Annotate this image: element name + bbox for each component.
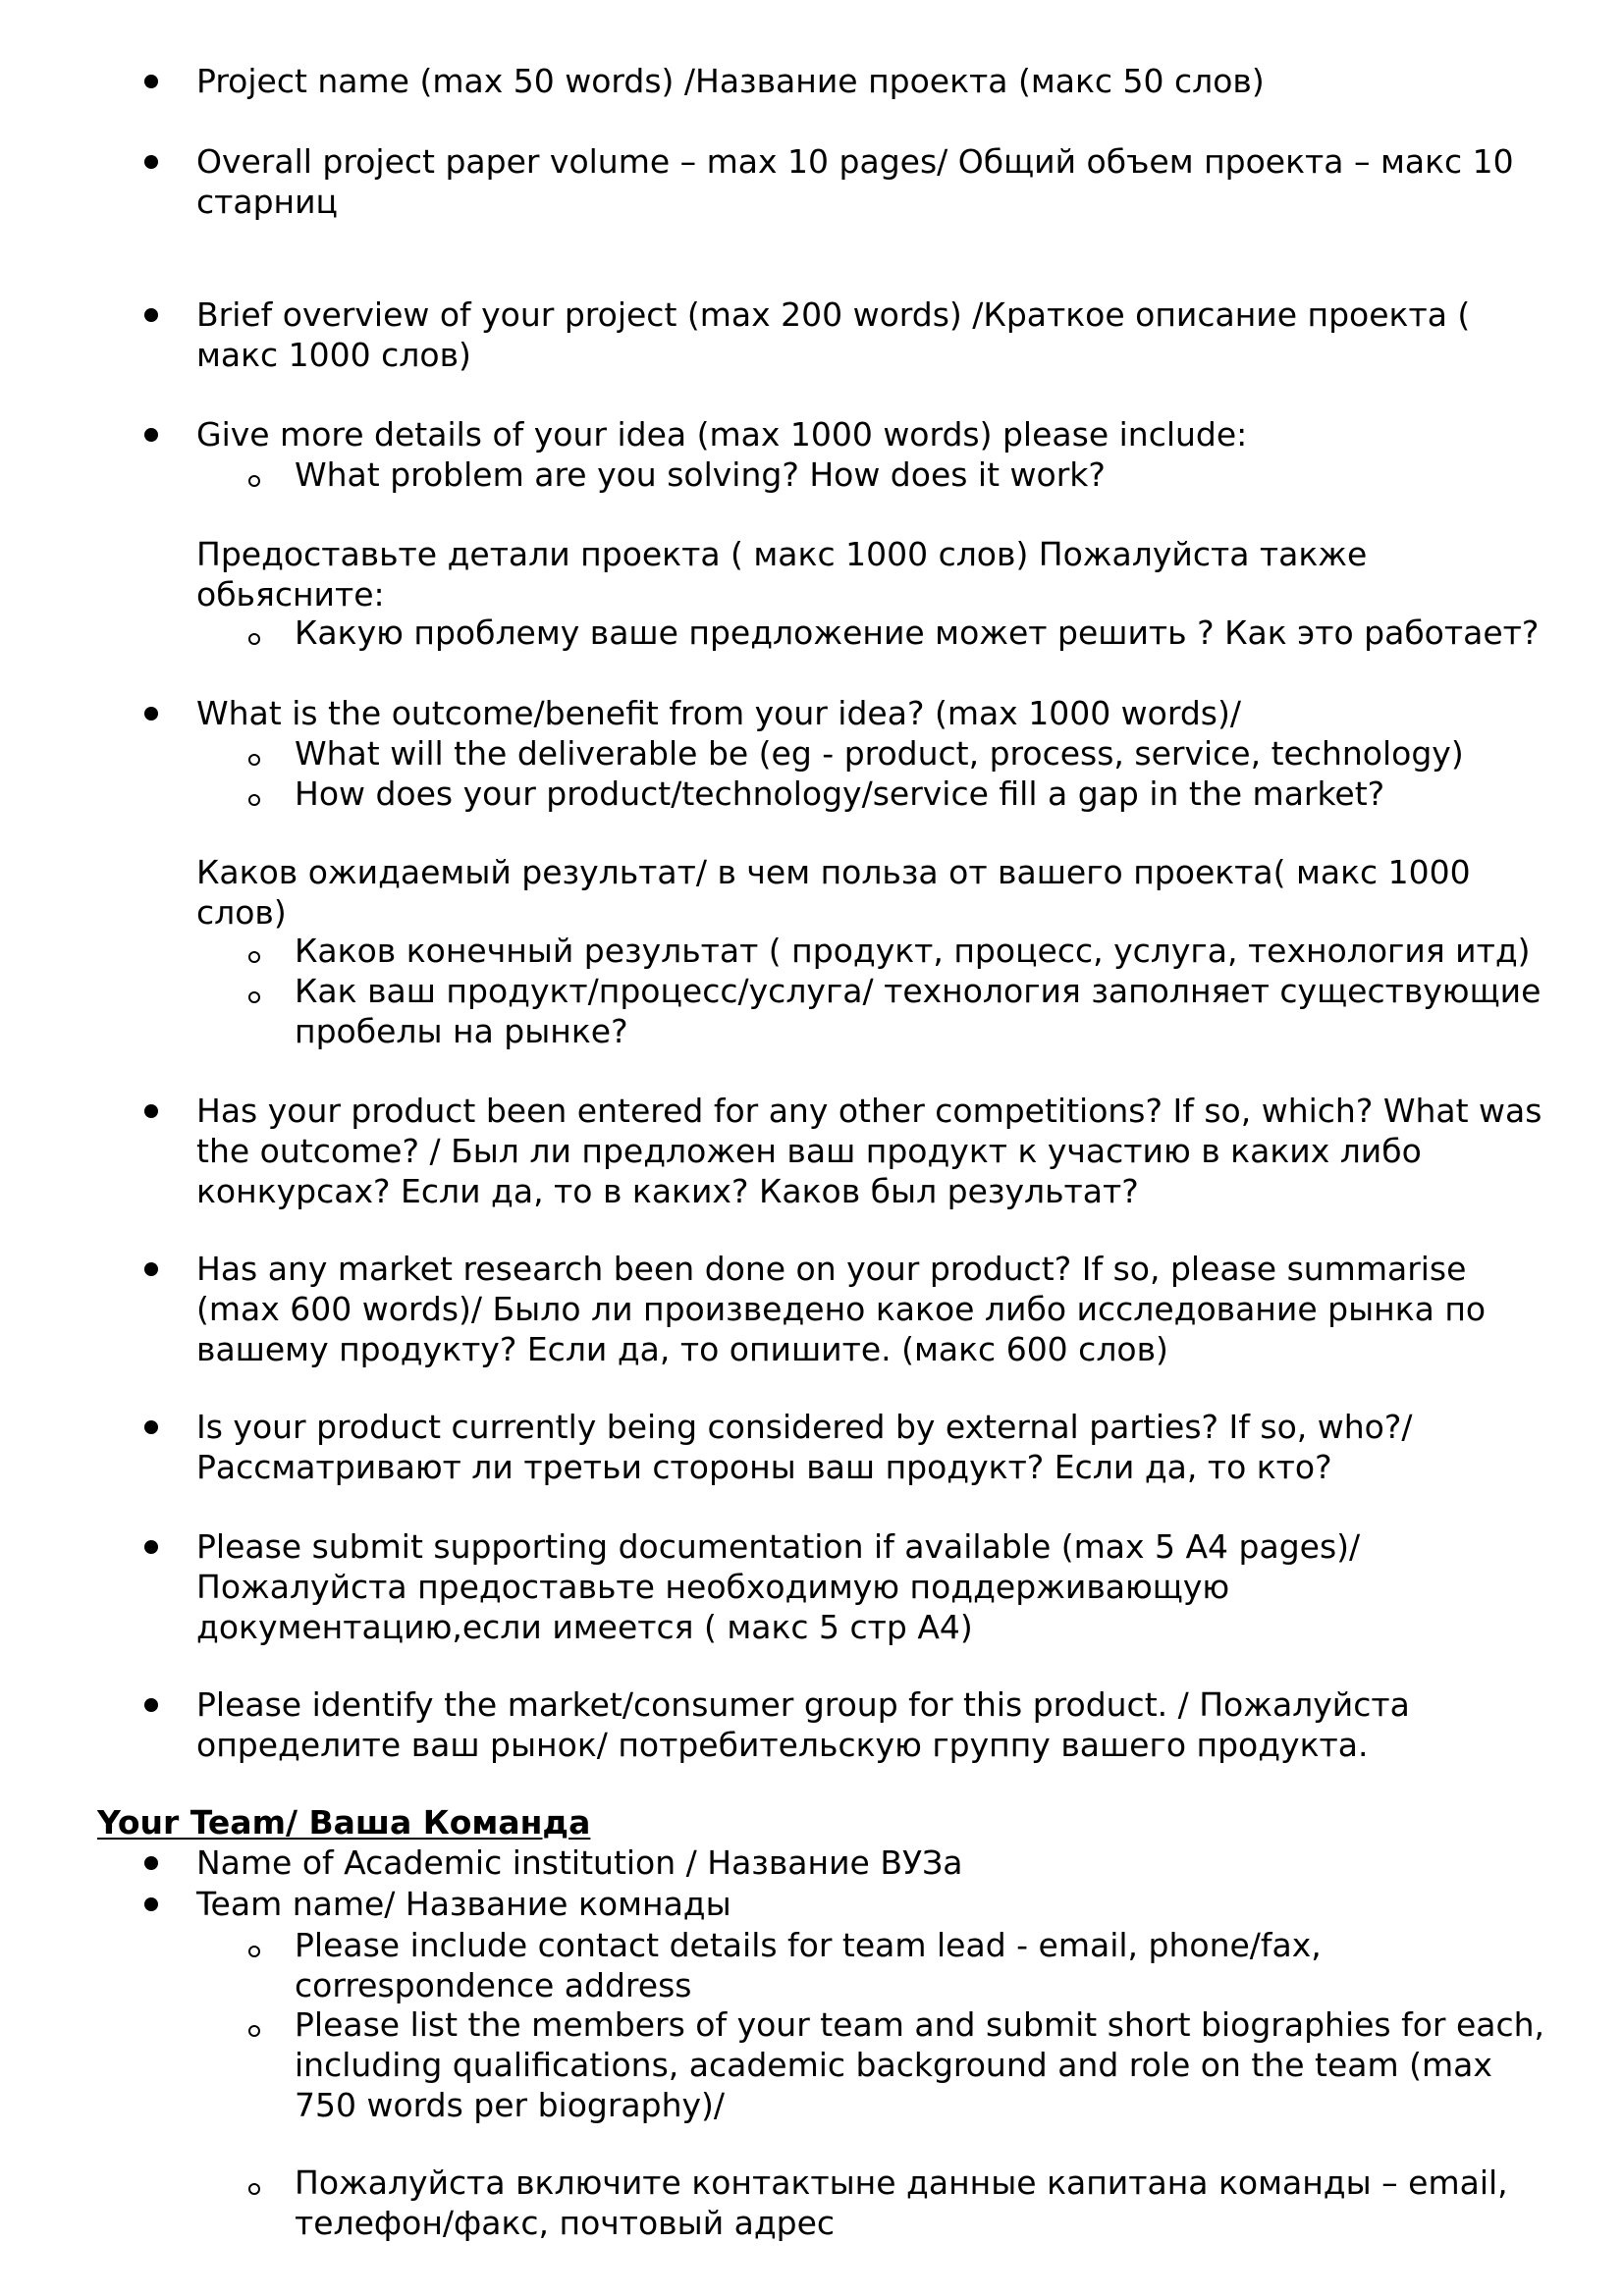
sub-item-continuation: correspondence address: [295, 1966, 692, 2004]
sub-item: Please include contact details for team lead - email, phone/fax,: [295, 1926, 1322, 1964]
text-line: документацию,если имеется ( макс 5 стр А4): [196, 1608, 973, 1646]
text-line: обьясните:: [196, 575, 385, 614]
bullet-icon: [144, 1420, 158, 1434]
text-line: Give more details of your idea (max 1000 words) please include:: [196, 415, 1248, 454]
team-item-team-name: Team name/ Название комнады: [196, 1885, 731, 1923]
text-line: Предоставьте детали проекта ( макс 1000 слов) Пожалуйста также: [196, 535, 1368, 573]
sub-item: Пожалуйста включите контактыне данные капитана команды – email,: [295, 2163, 1508, 2202]
circle-bullet-icon: [248, 951, 260, 963]
sub-item: Каков конечный результат ( продукт, процесс, услуга, технология итд): [295, 932, 1531, 970]
text-line: Каков ожидаемый результат/ в чем польза от вашего проекта( макс 1000: [196, 853, 1471, 891]
bullet-icon: [144, 428, 158, 442]
sub-item: How does your product/technology/service fill a gap in the market?: [295, 774, 1385, 813]
text-line: Overall project paper volume – max 10 pages/ Общий объем проекта – макс 10: [196, 142, 1514, 181]
text-line: вашему продукту? Если да, то опишите. (макс 600 слов): [196, 1330, 1168, 1368]
sub-item: Как ваш продукт/процесс/услуга/ технология заполняет существующие: [295, 972, 1542, 1010]
bullet-icon: [144, 1856, 158, 1870]
text-line: старниц: [196, 183, 339, 221]
bullet-icon: [144, 1698, 158, 1712]
sub-item-continuation: including qualifications, academic background and role on the team (max: [295, 2046, 1492, 2084]
sub-item-continuation: телефон/факс, почтовый адрес: [295, 2204, 836, 2242]
text-line: Is your product currently being considered by external parties? If so, who?/: [196, 1408, 1413, 1446]
text-line: Brief overview of your project (max 200 words) /Краткое описание проекта (: [196, 295, 1471, 334]
text-line: макс 1000 слов): [196, 336, 471, 374]
sub-item: Какую проблему ваше предложение может решить ? Как это работает?: [295, 614, 1540, 652]
circle-bullet-icon: [248, 633, 260, 645]
sub-item: What problem are you solving? How does it work?: [295, 455, 1106, 494]
sub-item: Please list the members of your team and submit short biographies for each,: [295, 2005, 1545, 2044]
bullet-icon: [144, 1104, 158, 1118]
text-line: (max 600 words)/ Было ли произведено какое либо исследование рынка по: [196, 1290, 1487, 1328]
sub-item-continuation: 750 words per biography)/: [295, 2086, 726, 2124]
sub-item: What will the deliverable be (eg - product, process, service, technology): [295, 734, 1464, 773]
circle-bullet-icon: [248, 475, 260, 487]
text-line: the outcome? / Был ли предложен ваш продукт к участию в каких либо: [196, 1132, 1422, 1170]
team-item-academic-institution: Name of Academic institution / Название ВУЗа: [196, 1843, 963, 1882]
text-line: Пожалуйста предоставьте необходимую поддерживающую: [196, 1568, 1230, 1606]
text-line: определите ваш рынок/ потребительскую группу вашего продукта.: [196, 1726, 1369, 1764]
sub-item-continuation: пробелы на рынке?: [295, 1012, 628, 1050]
circle-bullet-icon: [248, 794, 260, 806]
bullet-icon: [144, 1897, 158, 1911]
circle-bullet-icon: [248, 2025, 260, 2037]
text-line: конкурсах? Если да, то в каких? Каков был результат?: [196, 1172, 1139, 1210]
text-line: What is the outcome/benefit from your idea? (max 1000 words)/: [196, 694, 1241, 732]
bullet-icon: [144, 308, 158, 322]
bullet-icon: [144, 1540, 158, 1554]
text-line: Has your product been entered for any other competitions? If so, which? What was: [196, 1092, 1542, 1130]
text-line: Рассматривают ли третьи стороны ваш продукт? Если да, то кто?: [196, 1448, 1332, 1486]
text-line: Please identify the market/consumer group for this product. / Пожалуйста: [196, 1685, 1410, 1724]
circle-bullet-icon: [248, 754, 260, 766]
circle-bullet-icon: [248, 2183, 260, 2195]
text-line: Project name (max 50 words) /Название проекта (макс 50 слов): [196, 62, 1265, 100]
text-line: Has any market research been done on your product? If so, please summarise: [196, 1250, 1467, 1288]
bullet-icon: [144, 75, 158, 88]
circle-bullet-icon: [248, 991, 260, 1003]
bullet-icon: [144, 155, 158, 169]
text-line: Please submit supporting documentation if available (max 5 A4 pages)/: [196, 1527, 1361, 1566]
bullet-icon: [144, 1262, 158, 1276]
text-line: слов): [196, 893, 287, 932]
circle-bullet-icon: [248, 1946, 260, 1957]
bullet-icon: [144, 707, 158, 721]
section-heading-team: Your Team/ Ваша Команда: [97, 1803, 591, 1842]
